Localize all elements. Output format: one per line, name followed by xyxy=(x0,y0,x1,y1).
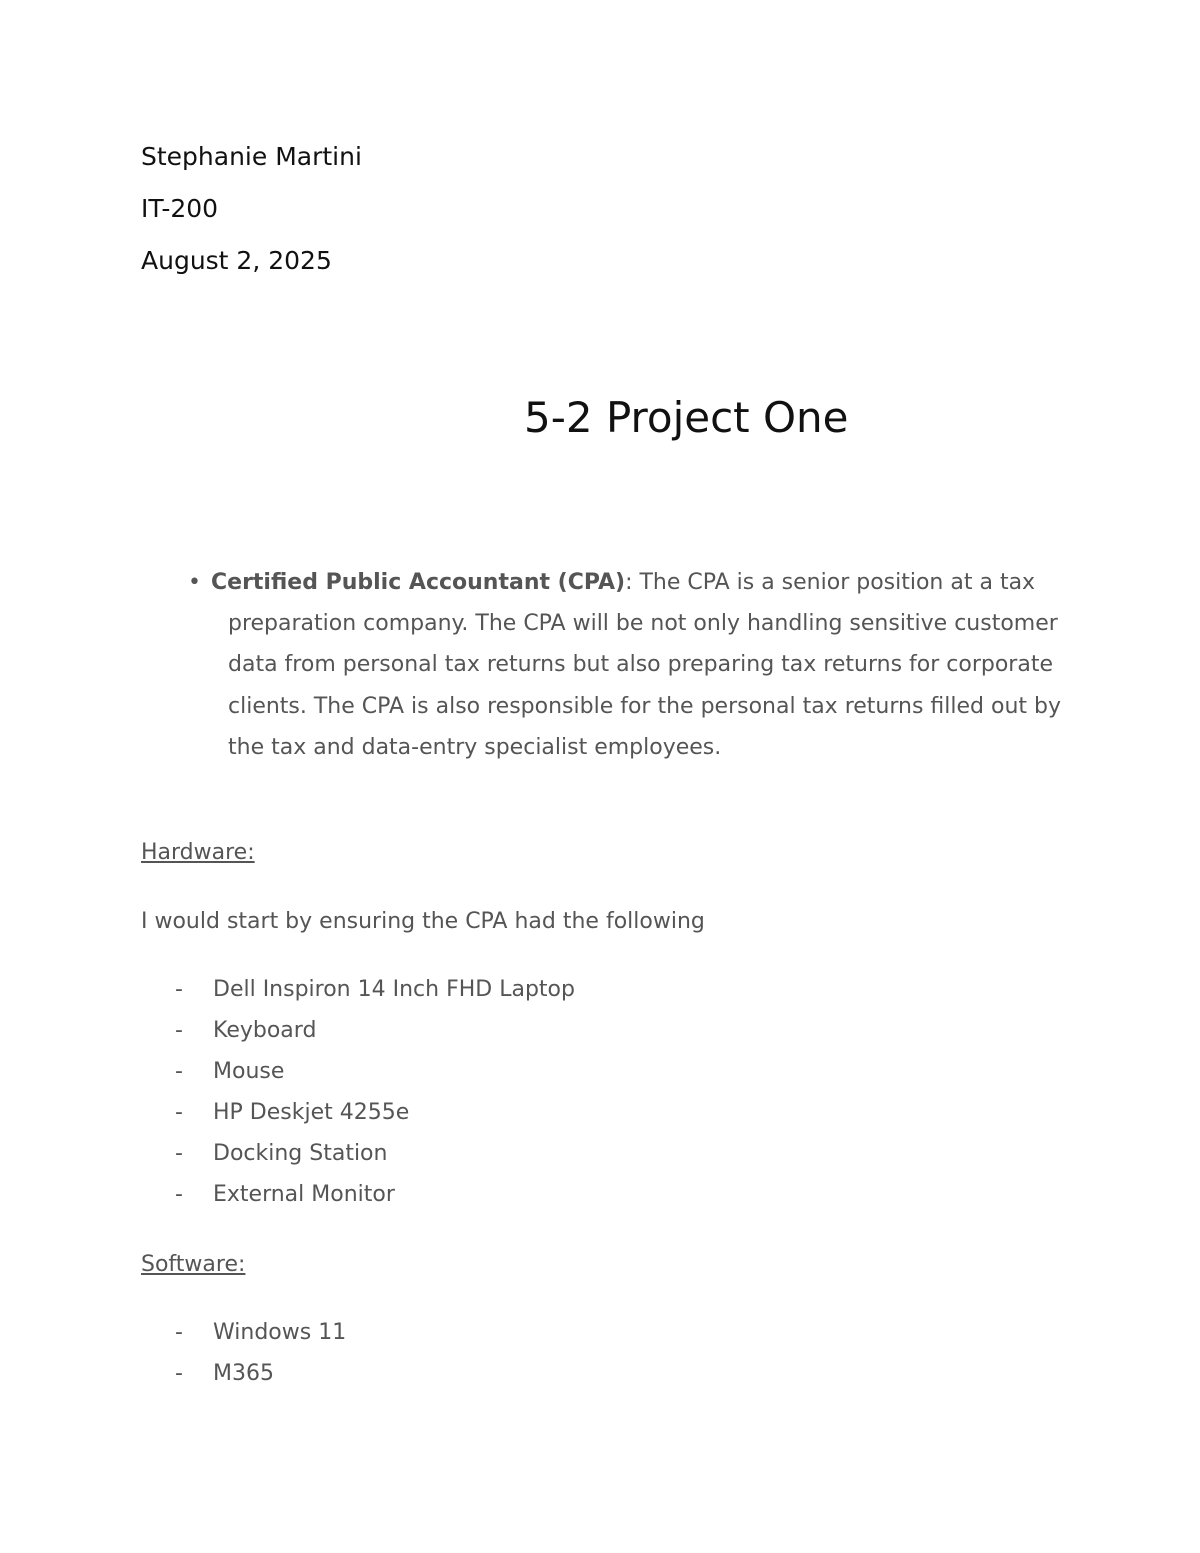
hardware-item-label: HP Deskjet 4255e xyxy=(213,1100,410,1125)
hardware-intro: I would start by ensuring the CPA had the following xyxy=(141,909,705,934)
hardware-item-label: Dell Inspiron 14 Inch FHD Laptop xyxy=(213,977,575,1002)
document-title: 5-2 Project One xyxy=(524,393,849,442)
hardware-item-label: Mouse xyxy=(213,1059,285,1084)
dash-marker: - xyxy=(175,1059,183,1084)
dash-marker: - xyxy=(175,1361,183,1386)
role-term: Certified Public Accountant (CPA) xyxy=(211,570,626,595)
role-description-paragraph xyxy=(211,562,1078,768)
dash-marker: - xyxy=(175,1018,183,1043)
role-description: : The CPA is a senior position at a tax preparation company. The CPA will be not only handling sensitive customer data from personal tax returns but also preparing tax returns for corporate clients. The CPA is also responsible for the personal tax returns filled out by the tax and data-entry specialist employees. xyxy=(228,570,1061,760)
software-heading: Software: xyxy=(141,1252,246,1277)
author-name: Stephanie Martini xyxy=(141,142,362,171)
document-date: August 2, 2025 xyxy=(141,246,332,275)
hardware-item-label: External Monitor xyxy=(213,1182,395,1207)
course-code: IT-200 xyxy=(141,194,219,223)
dash-marker: - xyxy=(175,977,183,1002)
dash-marker: - xyxy=(175,1182,183,1207)
dash-marker: - xyxy=(175,1320,183,1345)
dash-marker: - xyxy=(175,1141,183,1166)
hardware-item-label: Docking Station xyxy=(213,1141,388,1166)
software-item-label: Windows 11 xyxy=(213,1320,347,1345)
hardware-item-label: Keyboard xyxy=(213,1018,317,1043)
role-bullet: • xyxy=(188,570,201,595)
hardware-heading: Hardware: xyxy=(141,840,255,865)
dash-marker: - xyxy=(175,1100,183,1125)
software-item-label: M365 xyxy=(213,1361,274,1386)
